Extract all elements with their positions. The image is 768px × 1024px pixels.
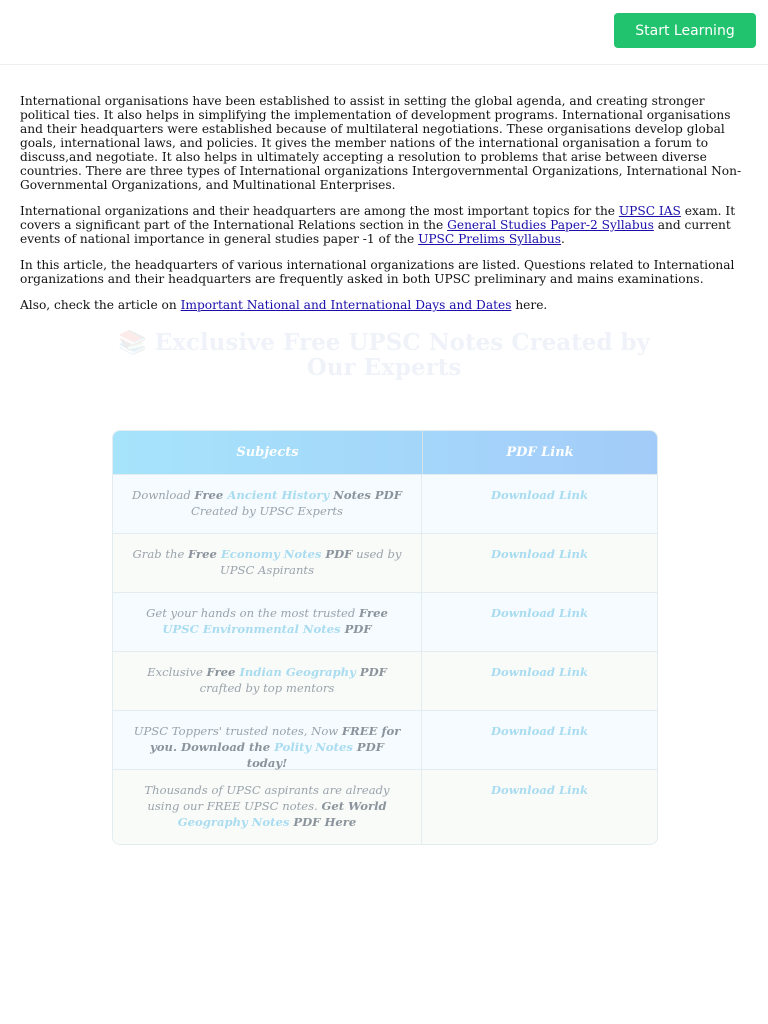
upsc-ias-link[interactable]: UPSC IAS [618, 204, 681, 218]
table-row [113, 533, 657, 592]
start-learning-button[interactable]: Start Learning [614, 13, 756, 48]
free-notes-promo [0, 320, 768, 880]
article-body [20, 94, 750, 324]
subject-cell: Get your hands on the most trusted Free UPSC Environmental Notes PDF [113, 593, 422, 651]
table-row [113, 651, 657, 710]
notes-table [112, 430, 658, 845]
download-link[interactable]: Download Link [490, 547, 588, 561]
topics-paragraph: International organizations and their headquarters are among the most important topics for the UPSC IAS exam. It covers a significant part of the International Relations section in the General Studies Paper-2 Syllabus and current events of national importance in general studies paper -1 of the UPSC Prelims Syllabus. [20, 204, 736, 246]
top-bar [0, 0, 768, 65]
gs-paper-2-syllabus-link[interactable]: General Studies Paper-2 Syllabus [447, 218, 654, 232]
subject-cell: Download Free Ancient History Notes PDF Created by UPSC Experts [113, 475, 422, 533]
table-row [113, 474, 657, 533]
subjects-header: Subjects [113, 431, 423, 474]
subject-cell: Grab the Free Economy Notes PDF used by UPSC Aspirants [113, 534, 422, 592]
promo-title: 📚 Exclusive Free UPSC Notes Created by Our Experts [118, 329, 650, 381]
download-link[interactable]: Download Link [490, 665, 588, 679]
table-row [113, 769, 657, 844]
also-check-paragraph: Also, check the article on Important National and International Days and Dates here. [20, 298, 548, 312]
subject-cell: Exclusive Free Indian Geography PDF crafted by top mentors [113, 652, 422, 710]
upsc-prelims-syllabus-link[interactable]: UPSC Prelims Syllabus [418, 232, 562, 246]
pdf-link-header: PDF Link [506, 445, 574, 460]
table-row [113, 710, 657, 769]
download-link[interactable]: Download Link [490, 488, 588, 502]
subject-cell: Thousands of UPSC aspirants are already using our FREE UPSC notes. Get World Geography Notes PDF Here [113, 770, 422, 844]
download-link[interactable]: Download Link [490, 783, 588, 797]
download-link[interactable]: Download Link [490, 724, 588, 738]
table-row [113, 592, 657, 651]
download-link[interactable]: Download Link [490, 606, 588, 620]
notes-table-header [113, 431, 657, 474]
subject-cell: UPSC Toppers' trusted notes, Now FREE for you. Download the Polity Notes PDF today! [113, 711, 422, 769]
important-days-link[interactable]: Important National and International Days and Dates [180, 298, 512, 312]
intro-paragraph: International organisations have been established to assist in setting the global agenda, and creating stronger political ties. It also helps in simplifying the implementation of development programs. International organisations and their headquarters were established because of multilateral negotiations. These organisations develop global goals, international laws, and policies. It gives the member nations of the international organisation a forum to discuss,and negotiate. It also helps in ultimately accepting a resolution to problems that arise between diverse countries. There are three types of International organizations Intergovernmental Organizations, International Non-Governmental Organizations, and Multinational Enterprises. [20, 94, 742, 192]
headquarters-paragraph: In this article, the headquarters of various international organizations are listed. Questions related to International organizations and their headquarters are frequently asked in both UPSC preliminary and mains examinations. [20, 258, 735, 286]
